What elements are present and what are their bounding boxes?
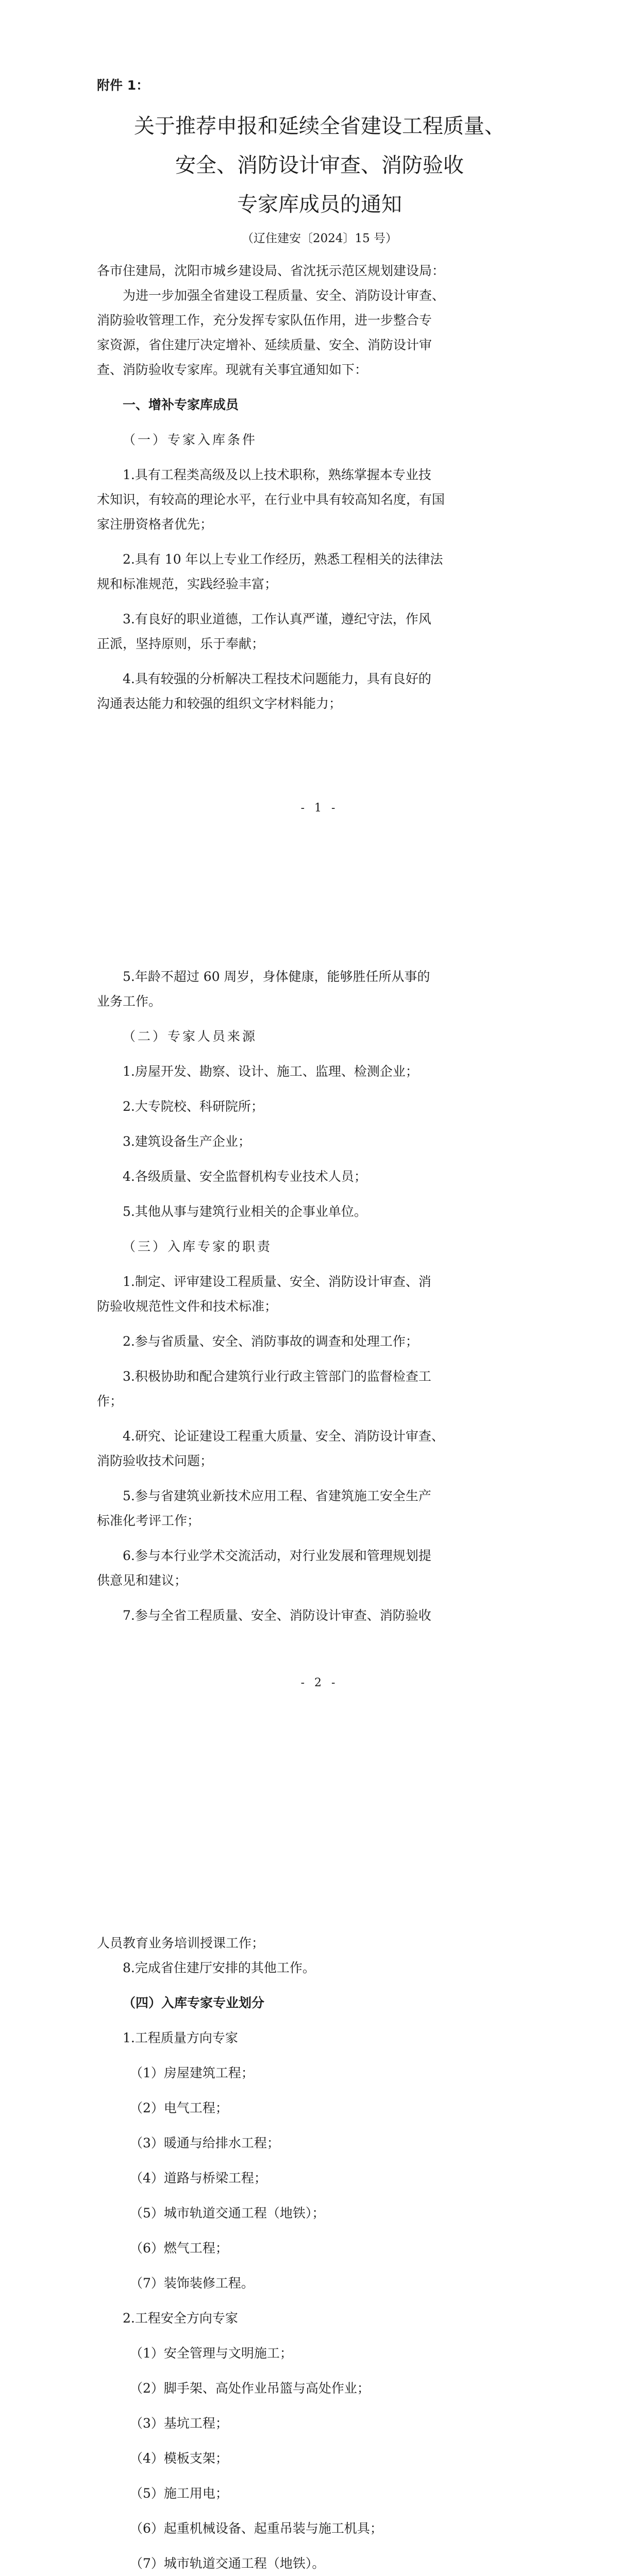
duty-item: 4.研究、论证建设工程重大质量、安全、消防设计审查、 [123, 1429, 444, 1444]
page-2 [0, 904, 639, 1807]
duty-item: 5.参与省建筑业新技术应用工程、省建筑施工安全生产 [123, 1488, 431, 1503]
addressee: 各市住建局，沈阳市城乡建设局、省沈抚示范区规划建设局： [97, 263, 445, 278]
duty-item: 8.完成省住建厅安排的其他工作。 [123, 1960, 315, 1975]
source-item: 5.其他从事与建筑行业相关的企事业单位。 [123, 1204, 367, 1219]
subsection-heading-2: （二）专家人员来源 [123, 1029, 258, 1044]
subsection-heading-3: （三）入库专家的职责 [123, 1239, 273, 1254]
subsection-heading-1: （一）专家入库条件 [123, 432, 258, 447]
page-3-body [97, 1931, 545, 2576]
subsection-heading-4: （四）入库专家专业划分 [123, 1995, 265, 2010]
condition-item: 4.具有较强的分析解决工程技术问题能力，具有良好的 [123, 671, 431, 686]
duty-item-cont: 作； [97, 1394, 123, 1409]
duty-item-cont: 标准化考评工作； [97, 1513, 200, 1528]
duty-item: 3.积极协助和配合建筑行业行政主管部门的监督检查工 [123, 1369, 431, 1384]
intro-line: 为进一步加强全省建设工程质量、安全、消防设计审查、 [123, 288, 445, 303]
category-item: （5）城市轨道交通工程（地铁）； [130, 2206, 325, 2221]
duty-item-cont: 人员教育业务培训授课工作； [97, 1936, 265, 1951]
category-item: （6）起重机械设备、起重吊装与施工机具； [130, 2521, 383, 2536]
category-item: （4）道路与桥梁工程； [130, 2171, 267, 2185]
category-item: （6）燃气工程； [130, 2241, 228, 2256]
condition-item: 5.年龄不超过 60 周岁，身体健康，能够胜任所从事的 [123, 969, 430, 984]
duty-item: 1.制定、评审建设工程质量、安全、消防设计审查、消 [123, 1274, 431, 1289]
condition-item-cont: 家注册资格者优先； [97, 517, 213, 532]
document-number: （辽住建安〔2024〕15 号） [241, 232, 398, 245]
condition-item-cont: 规和标准规范，实践经验丰富； [97, 577, 278, 591]
page-title-line-3: 专家库成员的通知 [237, 193, 402, 216]
category-title-1: 1.工程质量方向专家 [123, 2030, 238, 2045]
intro-line: 消防验收管理工作，充分发挥专家队伍作用，进一步整合专 [97, 313, 432, 328]
page-1 [0, 0, 639, 904]
duty-item: 2.参与省质量、安全、消防事故的调查和处理工作； [123, 1334, 418, 1349]
category-item: （2）脚手架、高处作业吊篮与高处作业； [130, 2381, 370, 2396]
duty-item: 7.参与全省工程质量、安全、消防设计审查、消防验收 [123, 1608, 431, 1623]
condition-item: 1.具有工程类高级及以上技术职称，熟练掌握本专业技 [123, 467, 431, 482]
page-number-1: - 1 - [300, 802, 339, 815]
condition-item-cont: 业务工作。 [97, 994, 162, 1009]
category-item: （1）房屋建筑工程； [130, 2065, 254, 2080]
section-heading-1: 一、增补专家库成员 [123, 397, 239, 412]
condition-item-cont: 术知识，有较高的理论水平，在行业中具有较高知名度，有国 [97, 492, 445, 507]
intro-line: 家资源，省住建厅决定增补、延续质量、安全、消防设计审 [97, 337, 432, 352]
source-item: 2.大专院校、科研院所； [123, 1099, 264, 1114]
page-title-line-1: 关于推荐申报和延续全省建设工程质量、 [134, 114, 505, 138]
intro-line: 查、消防验收专家库。现就有关事宜通知如下： [97, 362, 368, 377]
category-item: （2）电气工程； [130, 2100, 228, 2115]
page-1-body [97, 259, 545, 716]
duty-item-cont: 防验收规范性文件和技术标准； [97, 1299, 278, 1314]
duty-item-cont: 供意见和建议； [97, 1573, 188, 1588]
category-item: （7）装饰装修工程。 [130, 2276, 254, 2291]
category-item: （1）安全管理与文明施工； [130, 2346, 293, 2361]
annex-label: 附件 1： [97, 78, 149, 93]
duty-item: 6.参与本行业学术交流活动，对行业发展和管理规划提 [123, 1548, 431, 1563]
condition-item-cont: 沟通表达能力和较强的组织文字材料能力； [97, 696, 342, 711]
category-item: （3）暖通与给排水工程； [130, 2136, 280, 2150]
page-3 [0, 1807, 639, 2576]
source-item: 1.房屋开发、勘察、设计、施工、监理、检测企业； [123, 1064, 418, 1079]
category-item: （7）城市轨道交通工程（地铁）。 [130, 2556, 325, 2571]
category-item: （3）基坑工程； [130, 2416, 228, 2431]
page-title-line-2: 安全、消防设计审查、消防验收 [175, 154, 464, 177]
page-number-2: - 2 - [300, 1676, 339, 1689]
source-item: 3.建筑设备生产企业； [123, 1134, 251, 1149]
category-title-2: 2.工程安全方向专家 [123, 2311, 238, 2326]
category-item: （5）施工用电； [130, 2486, 228, 2501]
category-item: （4）模板支架； [130, 2451, 228, 2466]
condition-item: 2.具有 10 年以上专业工作经历，熟悉工程相关的法律法 [123, 552, 443, 567]
page-2-body [97, 964, 545, 1628]
condition-item-cont: 正派，坚持原则，乐于奉献； [97, 636, 265, 651]
condition-item: 3.有良好的职业道德，工作认真严谨，遵纪守法，作风 [123, 612, 431, 626]
duty-item-cont: 消防验收技术问题； [97, 1453, 213, 1468]
source-item: 4.各级质量、安全监督机构专业技术人员； [123, 1169, 367, 1184]
